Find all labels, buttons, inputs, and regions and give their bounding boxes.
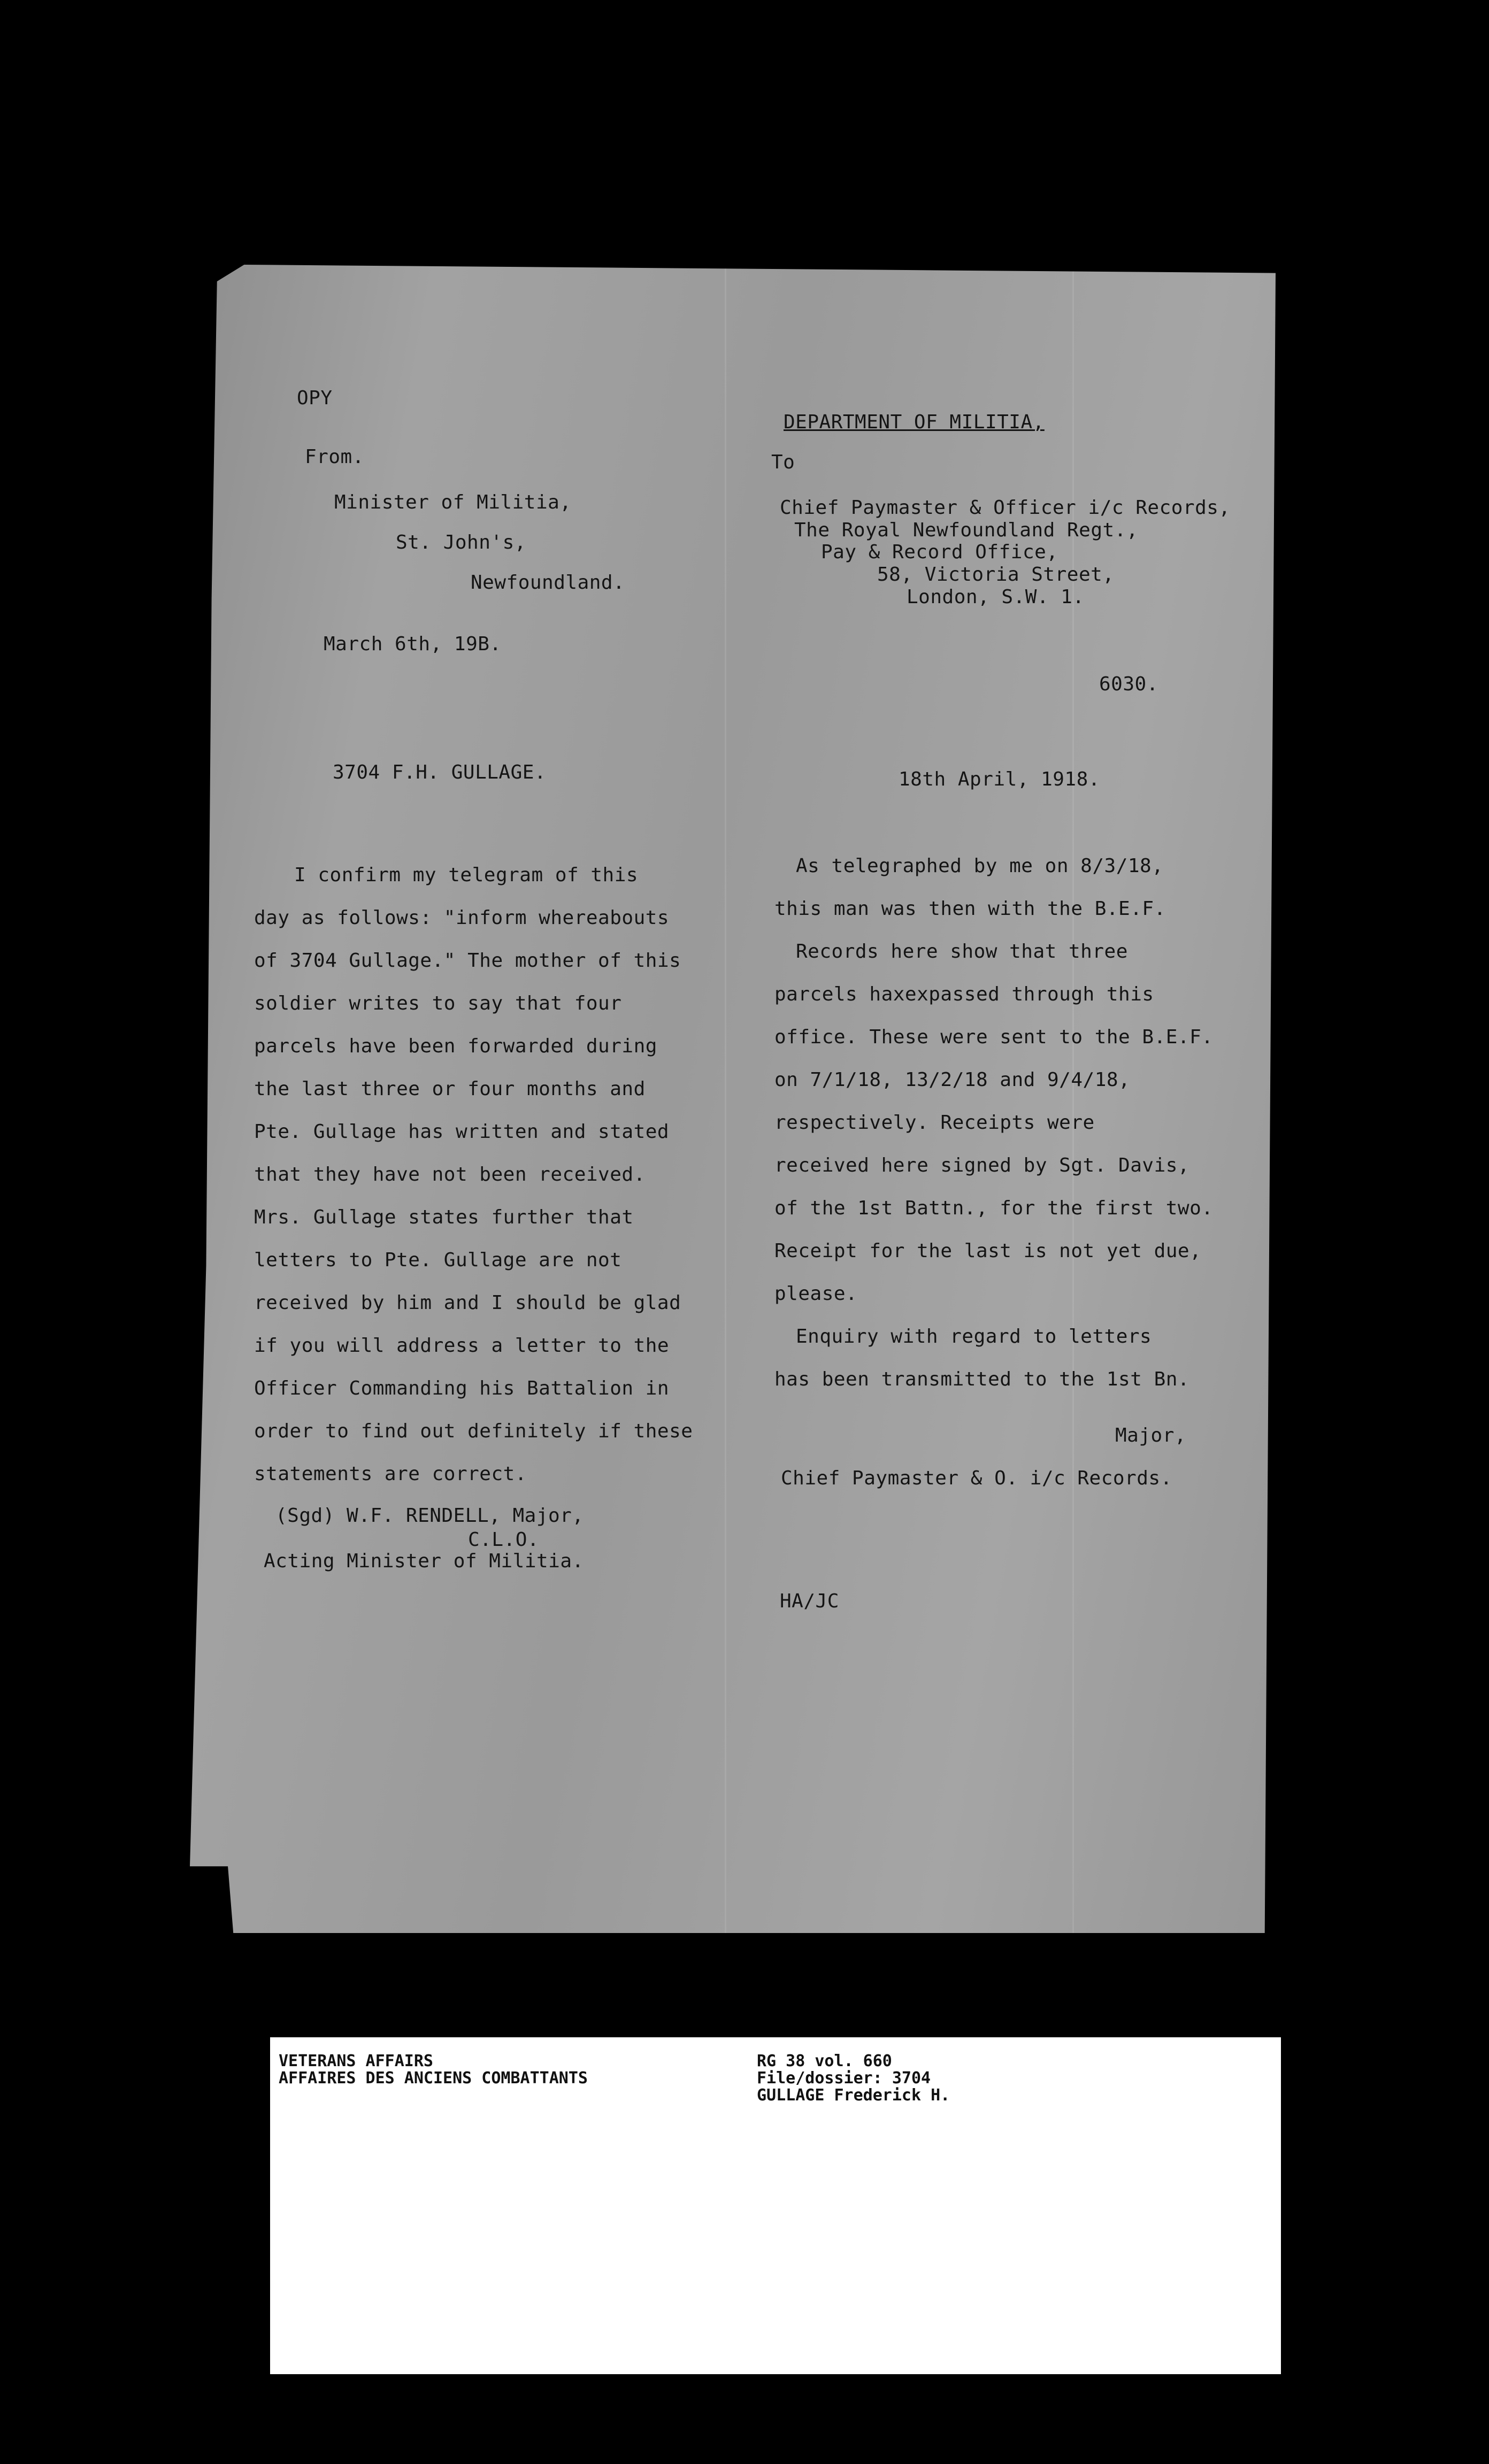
letter-subject: 3704 F.H. GULLAGE. (333, 761, 547, 783)
signature-line: (Sgd) W.F. RENDELL, Major, (275, 1505, 584, 1527)
body-line: parcels have been forwarded during (254, 1035, 657, 1057)
recipient-line: The Royal Newfoundland Regt., (794, 519, 1139, 541)
copy-mark: OPY (297, 387, 333, 409)
body-line: office. These were sent to the B.E.F. (774, 1026, 1214, 1048)
body-line: As telegraphed by me on 8/3/18, (796, 855, 1164, 877)
signature-line: Acting Minister of Militia. (264, 1550, 584, 1572)
body-line: Enquiry with regard to letters (796, 1326, 1152, 1348)
body-line: parcels haxexpassed through this (774, 983, 1154, 1005)
body-line: respectively. Receipts were (774, 1112, 1095, 1134)
typist-initials: HA/JC (780, 1590, 839, 1612)
label-line: RG 38 vol. 660 (757, 2052, 892, 2070)
closing-title: Chief Paymaster & O. i/c Records. (781, 1467, 1172, 1489)
body-line: Officer Commanding his Battalion in (254, 1377, 670, 1399)
body-line: soldier writes to say that four (254, 992, 622, 1014)
body-line: I confirm my telegram of this (294, 864, 639, 886)
department-heading: DEPARTMENT OF MILITIA, (784, 411, 1045, 433)
body-line: day as follows: "inform whereabouts (254, 907, 670, 929)
body-line: statements are correct. (254, 1463, 527, 1485)
label-line: GULLAGE Frederick H. (757, 2086, 950, 2105)
letter-body-left (254, 854, 693, 1496)
body-line: received by him and I should be glad (254, 1292, 681, 1314)
sender-line: Minister of Militia, (334, 491, 572, 513)
body-line: letters to Pte. Gullage are not (254, 1249, 622, 1271)
label-line: File/dossier: 3704 (757, 2069, 931, 2088)
sender-line: St. John's, (396, 532, 526, 553)
recipient-line: London, S.W. 1. (907, 586, 1085, 608)
letter-body-right (774, 845, 1213, 1401)
body-line: that they have not been received. (254, 1164, 646, 1185)
label-line: VETERANS AFFAIRS (279, 2052, 433, 2070)
label-line: AFFAIRES DES ANCIENS COMBATTANTS (279, 2069, 588, 2088)
from-label: From. (305, 446, 364, 468)
body-line: received here signed by Sgt. Davis, (774, 1154, 1190, 1176)
signature-line: C.L.O. (468, 1529, 540, 1551)
closing-rank: Major, (1115, 1424, 1187, 1446)
letter-date: March 6th, 19B. (324, 633, 502, 655)
letter-date: 18th April, 1918. (899, 768, 1100, 790)
body-line: of 3704 Gullage." The mother of this (254, 950, 681, 972)
body-line: on 7/1/18, 13/2/18 and 9/4/18, (774, 1069, 1131, 1091)
recipient-line: 58, Victoria Street, (877, 564, 1115, 586)
archive-label (270, 2037, 1281, 2374)
body-line: this man was then with the B.E.F. (774, 898, 1166, 920)
body-line: has been transmitted to the 1st Bn. (774, 1368, 1190, 1390)
body-line: Records here show that three (796, 941, 1128, 962)
paper-crease (725, 265, 726, 1933)
body-line: if you will address a letter to the (254, 1335, 670, 1357)
recipient-line: Pay & Record Office, (821, 541, 1058, 563)
body-line: of the 1st Battn., for the first two. (774, 1197, 1214, 1219)
body-line: Mrs. Gullage states further that (254, 1206, 634, 1228)
body-line: the last three or four months and (254, 1078, 646, 1100)
body-line: Receipt for the last is not yet due, (774, 1240, 1202, 1262)
to-label: To (771, 451, 795, 473)
reference-number: 6030. (1099, 673, 1158, 695)
sender-line: Newfoundland. (471, 572, 625, 594)
body-line: please. (774, 1283, 858, 1305)
body-line: order to find out definitely if these (254, 1420, 693, 1442)
recipient-line: Chief Paymaster & Officer i/c Records, (780, 497, 1231, 519)
body-line: Pte. Gullage has written and stated (254, 1121, 670, 1143)
